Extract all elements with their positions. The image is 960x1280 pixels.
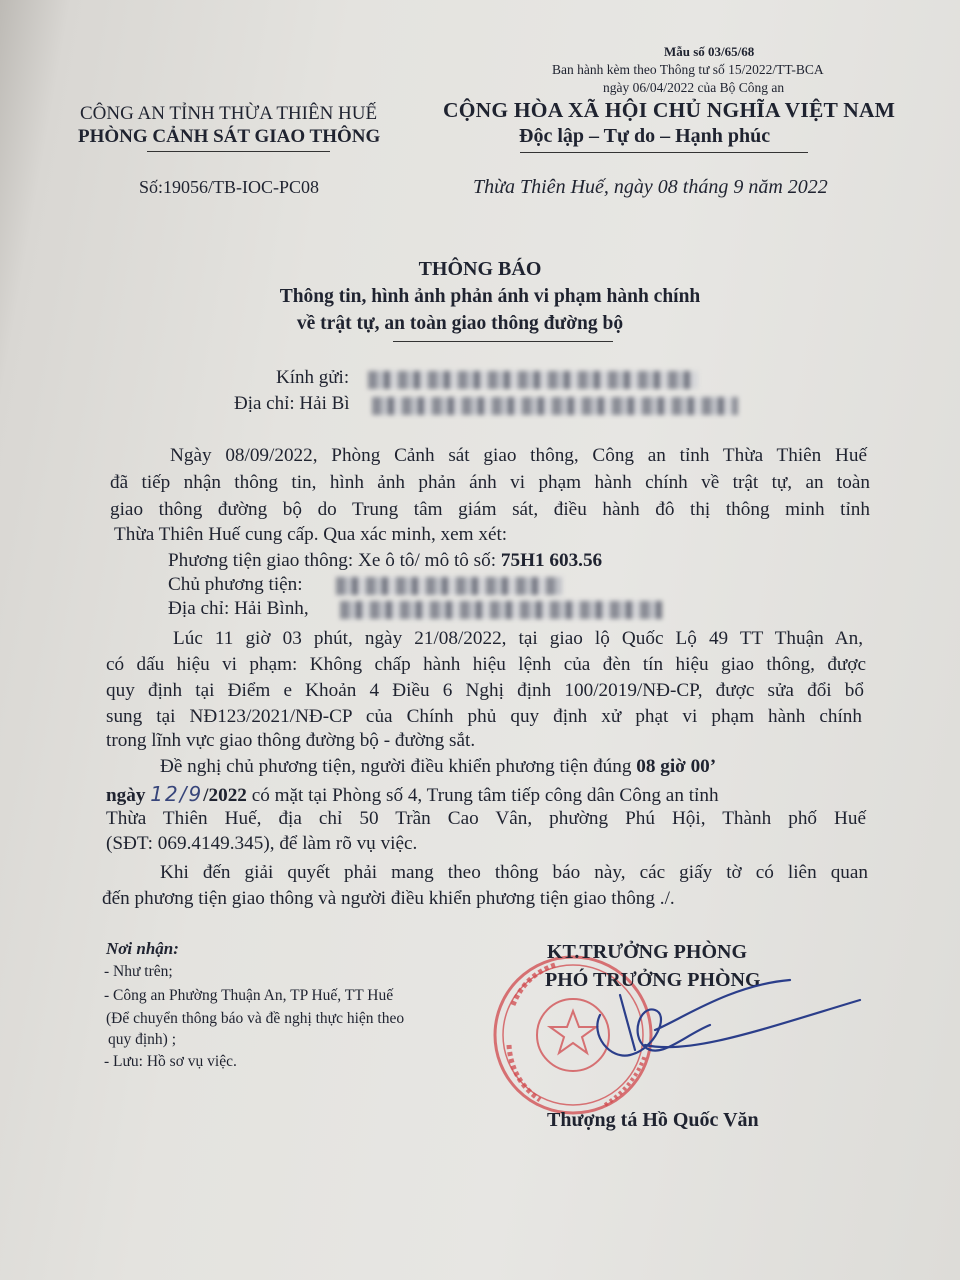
recipient-label: Kính gửi: <box>276 367 350 388</box>
appointment-day-label: ngày <box>106 785 151 806</box>
body-line: giao thông đường bộ do Trung tâm giám sát, điều hành đô thị thông minh tỉnh <box>110 499 870 520</box>
signer-title: KT.TRƯỞNG PHÒNG <box>547 941 747 963</box>
redacted-recipient-address <box>372 397 738 415</box>
appointment-year: /2022 <box>203 785 247 806</box>
document-number: Số:19056/TB-IOC-PC08 <box>139 177 320 197</box>
body-line: (SĐT: 069.4149.345), để làm rõ vụ việc. <box>106 833 418 854</box>
redacted-owner-address <box>340 601 662 619</box>
issuing-agency: CÔNG AN TỈNH THỪA THIÊN HUẾ <box>80 103 378 124</box>
redacted-owner-name <box>336 577 562 595</box>
vehicle-label: Phương tiện giao thông: Xe ô tô/ mô tô số: <box>168 550 501 571</box>
form-issued-line: Ban hành kèm theo Thông tư số 15/2022/TT-BCA <box>552 62 824 77</box>
document-subtitle-1: Thông tin, hình ảnh phản ánh vi phạm hành chính <box>279 286 701 307</box>
national-title: CỘNG HÒA XÃ HỘI CHỦ NGHĨA VIỆT NAM <box>443 98 896 122</box>
body-line: Khi đến giải quyết phải mang theo thông báo này, các giấy tờ có liên quan <box>160 862 868 883</box>
receiver-item: - Như trên; <box>104 963 173 980</box>
body-line: đến phương tiện giao thông và người điều khiển phương tiện giao thông ./. <box>102 888 675 909</box>
owner-address-label: Địa chỉ: Hải Bình, <box>168 598 309 619</box>
issuing-department: PHÒNG CẢNH SÁT GIAO THÔNG <box>78 126 381 147</box>
receiver-item: quy định) ; <box>108 1031 177 1048</box>
department-underline <box>147 151 330 152</box>
handwritten-signature-icon <box>560 975 880 1095</box>
national-motto: Độc lập – Tự do – Hạnh phúc <box>519 125 771 147</box>
form-number: Mẫu số 03/65/68 <box>664 44 755 59</box>
place-and-date: Thừa Thiên Huế, ngày 08 tháng 9 năm 2022 <box>473 176 828 198</box>
receivers-heading: Nơi nhận: <box>106 939 179 958</box>
appointment-time: 08 giờ 00’ <box>636 756 717 777</box>
motto-underline <box>520 152 808 153</box>
handwritten-date: 12/9 <box>150 782 204 806</box>
body-line: Thừa Thiên Huế, địa chỉ 50 Trần Cao Vân, phường Phú Hội, Thành phố Huế <box>106 808 866 829</box>
document-title: THÔNG BÁO <box>418 258 542 280</box>
redacted-recipient-name <box>368 371 698 389</box>
subtitle-underline <box>393 341 613 342</box>
form-date-line: ngày 06/04/2022 của Bộ Công an <box>603 80 785 95</box>
body-line: Thừa Thiên Huế cung cấp. Qua xác minh, xem xét: <box>114 524 508 545</box>
summons-line-2: ngày 12/9/2022 có mặt tại Phòng số 4, Trung tâm tiếp công dân Công an tỉnh <box>106 782 719 806</box>
signer-position: PHÓ TRƯỞNG PHÒNG <box>545 969 761 991</box>
body-line: trong lĩnh vực giao thông đường bộ - đường sắt. <box>106 730 476 751</box>
vehicle-line <box>168 550 928 572</box>
body-line: quy định tại Điểm e Khoản 4 Điều 6 Nghị định 100/2019/NĐ-CP, được sửa đổi bổ <box>106 680 864 701</box>
receiver-item: - Lưu: Hồ sơ vụ việc. <box>104 1053 237 1070</box>
signer-name: Thượng tá Hồ Quốc Văn <box>547 1109 759 1131</box>
license-plate: 75H1 603.56 <box>500 550 603 571</box>
receiver-item: (Để chuyển thông báo và đề nghị thực hiện theo <box>106 1010 405 1027</box>
owner-label: Chủ phương tiện: <box>168 574 303 595</box>
recipient-address-label: Địa chỉ: Hải Bì <box>234 393 350 414</box>
summons-line-1: Đề nghị chủ phương tiện, người điều khiển phương tiện đúng 08 giờ 00’ <box>160 756 717 777</box>
document-subtitle-2: về trật tự, an toàn giao thông đường bộ <box>296 313 624 334</box>
body-line: có dấu hiệu vi phạm: Không chấp hành hiệu lệnh của đèn tín hiệu giao thông, được <box>106 654 866 675</box>
body-line: đã tiếp nhận thông tin, hình ảnh phản ánh vi phạm hành chính về trật tự, an toàn <box>110 472 870 493</box>
body-line: sung tại NĐ123/2021/NĐ-CP của Chính phủ quy định xử phạt vi phạm hành chính <box>106 706 862 727</box>
receiver-item: - Công an Phường Thuận An, TP Huế, TT Huế <box>104 987 394 1004</box>
body-line: Lúc 11 giờ 03 phút, ngày 21/08/2022, tại giao lộ Quốc Lộ 49 TT Thuận An, <box>173 628 863 649</box>
body-line: Ngày 08/09/2022, Phòng Cảnh sát giao thông, Công an tỉnh Thừa Thiên Huế <box>170 445 867 466</box>
